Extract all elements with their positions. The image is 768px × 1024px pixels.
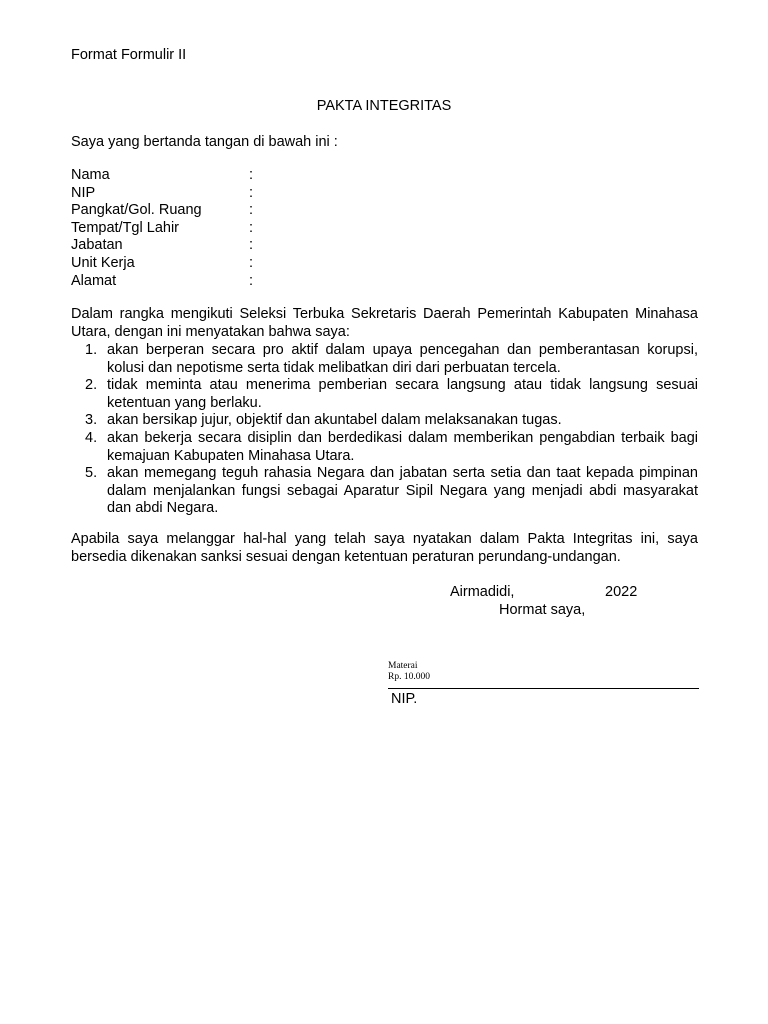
- field-row-unit-kerja: [71, 255, 253, 273]
- list-item: [71, 465, 698, 518]
- list-number: 1.: [85, 342, 98, 358]
- format-label: Format Formulir II: [71, 47, 187, 63]
- field-row-nama: [71, 167, 253, 185]
- field-label: Alamat: [71, 272, 117, 289]
- nip-label: NIP.: [391, 691, 418, 707]
- field-separator: :: [249, 202, 254, 219]
- statement-paragraph: Dalam rangka mengikuti Seleksi Terbuka Sekretaris Daerah Pemerintah Kabupaten Minahasa Utara, dengan ini menyatakan bahwa saya:: [71, 306, 698, 340]
- signature-regards: Hormat saya,: [499, 602, 586, 618]
- field-row-pangkat: [71, 202, 253, 220]
- stamp-label: Materai: [388, 661, 418, 671]
- signature-place: Airmadidi,: [450, 584, 515, 600]
- list-item-text: akan bersikap jujur, objektif dan akuntabel dalam melaksanakan tugas.: [107, 412, 562, 429]
- commitment-list: [71, 342, 698, 518]
- signature-year: 2022: [605, 584, 638, 600]
- field-label: Nama: [71, 167, 110, 183]
- field-row-ttl: [71, 220, 253, 238]
- field-separator: :: [249, 184, 254, 201]
- list-number: 3.: [85, 412, 98, 429]
- list-item: [71, 412, 698, 430]
- list-item-text: akan berperan secara pro aktif dalam upaya pencegahan dan pemberantasan korupsi, kolusi dan nepotisme serta tidak melibatkan diri dari perbuatan tercela.: [107, 342, 698, 376]
- list-item: [71, 342, 698, 377]
- document-title: PAKTA INTEGRITAS: [316, 98, 452, 114]
- list-number: 5.: [85, 465, 98, 482]
- field-label: Tempat/Tgl Lahir: [71, 219, 179, 236]
- list-item-text: akan bekerja secara disiplin dan berdedikasi dalam memberikan pengabdian terbaik bagi kemajuan Kabupaten Minahasa Utara.: [107, 429, 698, 464]
- list-number: 2.: [85, 377, 98, 394]
- list-number: 4.: [85, 429, 98, 446]
- stamp-value: Rp. 10.000: [388, 672, 430, 682]
- list-item-text: tidak meminta atau menerima pemberian secara langsung atau tidak langsung sesuai ketentuan yang berlaku.: [107, 377, 698, 411]
- list-item-text: akan memegang teguh rahasia Negara dan jabatan serta setia dan taat kepada pimpinan dalam menjalankan fungsi sebagai Aparatur Sipil Negara yang menjadi abdi masyarakat dan abdi Negara.: [107, 465, 698, 517]
- identity-fields: [71, 167, 253, 290]
- field-separator: :: [249, 167, 254, 183]
- field-row-jabatan: [71, 237, 253, 255]
- closing-paragraph: Apabila saya melanggar hal-hal yang telah saya nyatakan dalam Pakta Integritas ini, saya bersedia dikenakan sanksi sesuai dengan ketentuan peraturan perundang-undangan.: [71, 531, 698, 565]
- field-separator: :: [249, 272, 254, 289]
- list-item: [71, 377, 698, 412]
- field-label: Pangkat/Gol. Ruang: [71, 202, 202, 219]
- intro-text: Saya yang bertanda tangan di bawah ini :: [71, 134, 338, 150]
- field-separator: :: [249, 237, 254, 254]
- field-separator: :: [249, 219, 254, 236]
- list-item: [71, 430, 698, 465]
- field-label: NIP: [71, 184, 96, 201]
- field-label: Jabatan: [71, 237, 123, 254]
- field-separator: :: [249, 254, 254, 271]
- field-row-nip: [71, 185, 253, 203]
- field-row-alamat: [71, 273, 253, 291]
- field-label: Unit Kerja: [71, 254, 135, 271]
- signature-line: [388, 688, 699, 689]
